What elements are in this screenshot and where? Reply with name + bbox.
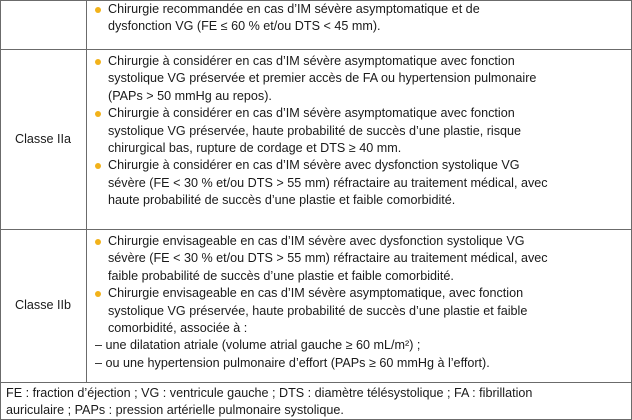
- list-item: [95, 1, 625, 36]
- item-text-line: comorbidité, associée à :: [108, 321, 248, 336]
- dash-item-text: – une dilatation atriale (volume atrial gauche ≥ 60 mL/m²) ;: [95, 338, 421, 353]
- list-item: [95, 233, 625, 285]
- footnote-cell: [1, 383, 632, 420]
- item-text-line: systolique VG préservée, haute probabilité de succès d’une plastie, risque: [108, 123, 522, 138]
- bullet-icon: [95, 59, 101, 65]
- footnote-line: FE : fraction d’éjection ; VG : ventricule gauche ; DTS : diamètre télésystolique ; FA : fibrillation: [6, 386, 533, 400]
- dash-item-text: – ou une hypertension pulmonaire d’effort (PAPs ≥ 60 mmHg à l’effort).: [95, 355, 490, 370]
- list-item: [95, 105, 625, 157]
- table-row-classe-iib: [1, 230, 632, 383]
- recommendations-cell: [87, 50, 632, 230]
- bullet-icon: [95, 7, 101, 13]
- item-text-line: dysfonction VG (FE ≤ 60 % et/ou DTS < 45 mm).: [108, 19, 381, 34]
- bullet-icon: [95, 163, 101, 169]
- table-row-classe-iia: [1, 50, 632, 230]
- bullet-icon: [95, 239, 101, 245]
- class-cell-empty: [1, 1, 87, 50]
- item-text-line: haute probabilité de succès d’une plastie et faible comorbidité.: [108, 193, 456, 208]
- list-item: [95, 157, 625, 209]
- item-text-line: Chirurgie à considérer en cas d’IM sévère asymptomatique avec fonction: [108, 54, 515, 68]
- item-text-line: sévère (FE < 30 % et/ou DTS > 55 mm) réfractaire au traitement médical, avec: [108, 175, 548, 190]
- item-text-line: Chirurgie recommandée en cas d’IM sévère asymptomatique et de: [108, 2, 480, 16]
- item-text-line: systolique VG préservée et premier accès de FA ou hypertension pulmonaire: [108, 71, 537, 86]
- item-text-line: sévère (FE < 30 % et/ou DTS > 55 mm) réfractaire au traitement médical, avec: [108, 251, 548, 266]
- footnote-line: auriculaire ; PAPs : pression artérielle pulmonaire systolique.: [6, 403, 344, 417]
- item-text-line: chirurgical bas, rupture de cordage et DTS ≥ 40 mm.: [108, 141, 402, 156]
- item-text-line: Chirurgie à considérer en cas d’IM sévère avec dysfonction systolique VG: [108, 158, 520, 173]
- table-row-footnote: [1, 383, 632, 420]
- class-label: Classe IIa: [1, 50, 87, 230]
- table-row-top: [1, 1, 632, 50]
- list-item: [95, 53, 625, 105]
- item-text-line: systolique VG préservée, haute probabilité de succès d’une plastie et faible: [108, 303, 528, 318]
- dash-item: [95, 355, 625, 372]
- item-text-line: Chirurgie envisageable en cas d’IM sévère asymptomatique, avec fonction: [108, 286, 524, 301]
- recommendations-cell: [87, 230, 632, 383]
- recommendations-cell: [87, 1, 632, 50]
- list-item: [95, 285, 625, 337]
- class-label: Classe IIb: [1, 230, 87, 383]
- item-text-line: faible probabilité de succès d’une plastie et faible comorbidité.: [108, 268, 454, 283]
- item-text-line: Chirurgie envisageable en cas d’IM sévère avec dysfonction systolique VG: [108, 234, 525, 248]
- dash-item: [95, 337, 625, 354]
- item-text-line: Chirurgie à considérer en cas d’IM sévère asymptomatique avec fonction: [108, 106, 515, 121]
- bullet-icon: [95, 291, 101, 297]
- item-text-line: (PAPs > 50 mmHg au repos).: [108, 88, 272, 103]
- bullet-icon: [95, 111, 101, 117]
